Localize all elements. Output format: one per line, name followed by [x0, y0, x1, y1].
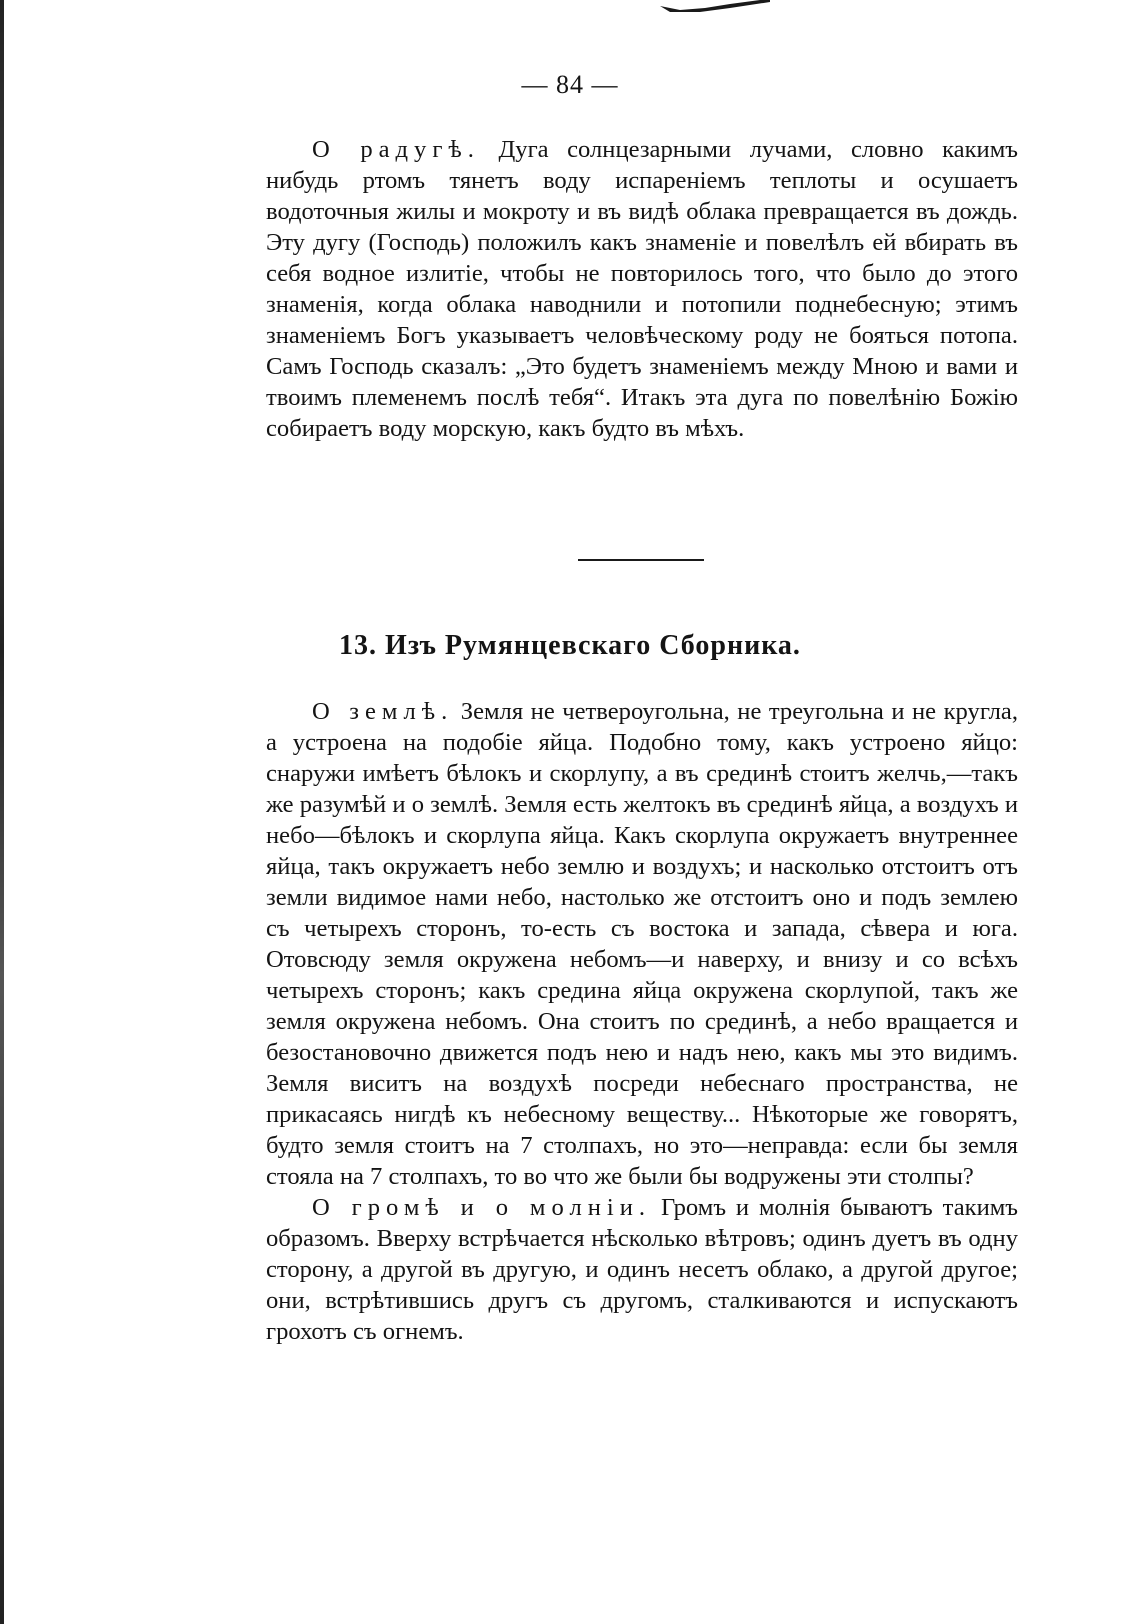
- thunder-text: Громъ и молнія бываютъ такимъ образомъ. Вверху встрѣчается нѣсколько вѣтровъ; одинъ дуетъ въ одну сторону, а другой въ другую, и одинъ несетъ облако, а другой другое; они, встрѣтившись другъ съ другомъ, сталкиваются и испускаютъ грохотъ съ огнемъ.: [266, 1194, 1019, 1345]
- rainbow-section: [266, 134, 1018, 444]
- earth-text: Земля не четвероугольна, не треугольна и не кругла, а устроена на подобіе яйца. Подобно тому, какъ устроено яйцо: снаружи имѣетъ бѣлокъ и скорлупу, а въ срединѣ стоитъ желчь,—такъ же разумѣй и о землѣ. Земля есть желтокъ въ срединѣ яйца, а воздухъ и небо—бѣлокъ и скорлупа яйца. Какъ скорлупа окружаетъ внутреннее яйца, такъ окружаетъ небо землю и воздухъ; и насколько отстоитъ отъ земли видимое нами небо, настолько же отстоитъ оно и подъ землею съ четырехъ сторонъ, то-есть съ востока и запада, сѣвера и юга. Отовсюду земля окружена небомъ—и наверху, и внизу и со всѣхъ четырехъ сторонъ; какъ средина яйца окружена скорлупой, такъ же земля окружена небомъ. Она стоитъ по срединѣ, а небо вращается и безостановочно движется подъ нею и надъ нею, какъ мы это видимъ. Земля виситъ на воздухѣ посреди небеснаго пространства, не прикасаясь нигдѣ къ небесному веществу... Нѣкоторые же говорятъ, будто земля стоитъ на 7 столпахъ, но это—неправда: если бы земля стояла на 7 столпахъ, то во что же были бы водружены эти столпы?: [266, 698, 1018, 1190]
- section-divider: [578, 559, 704, 561]
- thunder-lead: О громѣ и о молніи.: [312, 1194, 652, 1221]
- section-heading: 13. Изъ Румянцевскаго Сборника.: [339, 630, 801, 661]
- scan-left-edge: [0, 0, 4, 1624]
- rainbow-lead: О радугѣ.: [312, 136, 480, 163]
- earth-lead: О землѣ.: [312, 698, 454, 725]
- scan-speck-mark: [660, 0, 770, 14]
- rainbow-text: Дуга солнцезарными лучами, словно какимъ нибудь ртомъ тянетъ воду испареніемъ теплоты и осушаетъ водоточныя жилы и мокроту и въ видѣ облака превращается въ дождь. Эту дугу (Господь) положилъ какъ знаменіе и повелѣлъ ей вбирать въ себя водное излитіе, чтобы не повторилось того, что было до этого знаменія, когда облака наводнили и потопили поднебесную; этимъ знаменіемъ Богъ указываетъ человѣческому роду не бояться потопа. Самъ Господь сказалъ: „Это будетъ знаменіемъ между Мною и вами и твоимъ племенемъ послѣ тебя“. Итакъ эта дуга по повелѣнію Божію собираетъ воду морскую, какъ будто въ мѣхъ.: [266, 136, 1018, 442]
- earth-paragraph: [266, 696, 1018, 1192]
- thunder-paragraph: [266, 1192, 1018, 1347]
- rainbow-paragraph: [266, 134, 1018, 444]
- earth-thunder-section: [266, 696, 1018, 1347]
- page-number: — 84 —: [521, 70, 619, 99]
